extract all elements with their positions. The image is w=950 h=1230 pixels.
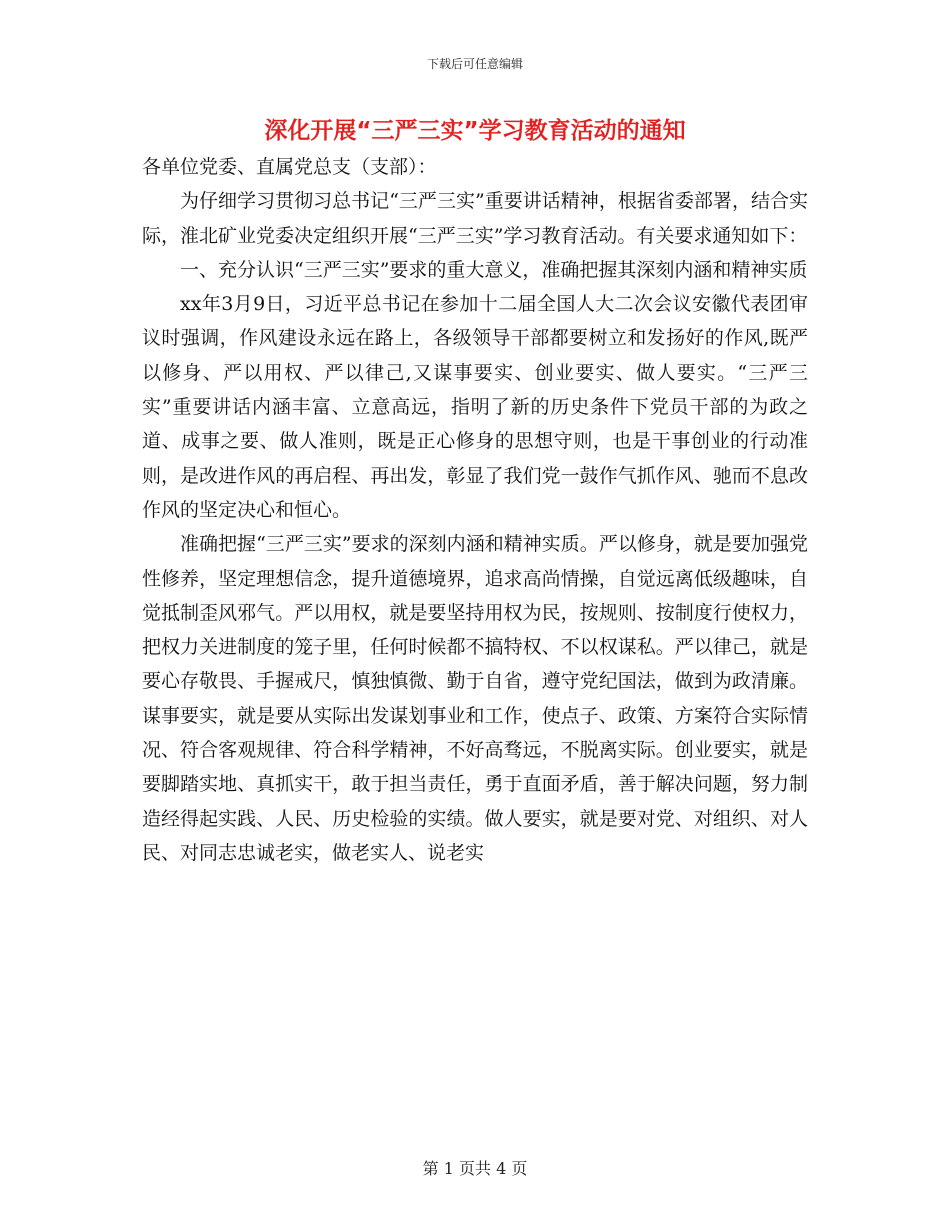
- paragraph-background: xx年3月9日，习近平总书记在参加十二届全国人大二次会议安徽代表团审议时强调，作风建设永远在路上，各级领导干部都要树立和发扬好的作风,既严以修身、严以用权、严以律己,又谋事要实、创业要实、做人要实。“三严三实”重要讲话内涵丰富、立意高远，指明了新的历史条件下党员干部的为政之道、成事之要、做人准则，既是正心修身的思想守则，也是干事创业的行动准则，是改进作风的再启程、再出发，彰显了我们党一鼓作气抓作风、驰而不息改作风的坚定决心和恒心。: [142, 293, 808, 521]
- page-number-footer: 第 1 页共 4 页: [422, 1159, 528, 1178]
- document-title: 深化开展“三严三实”学习教育活动的通知: [264, 118, 686, 144]
- document-body: [142, 150, 808, 870]
- page-header-note: 下载后可任意编辑: [426, 57, 523, 71]
- salutation: 各单位党委、直属党总支（支部）：: [142, 156, 437, 178]
- paragraph-intro: 为仔细学习贯彻习总书记“三严三实”重要讲话精神，根据省委部署，结合实际，淮北矿业党委决定组织开展“三严三实”学习教育活动。有关要求通知如下：: [142, 190, 808, 247]
- section-heading-1: 一、充分认识“三严三实”要求的重大意义，准确把握其深刻内涵和精神实质: [180, 258, 808, 281]
- paragraph-meaning: 准确把握“三严三实”要求的深刻内涵和精神实质。严以修身，就是要加强党性修养，坚定理想信念，提升道德境界，追求高尚情操，自觉远离低级趣味，自觉抵制歪风邪气。严以用权，就是要坚持用权为民，按规则、按制度行使权力，把权力关进制度的笼子里，任何时候都不搞特权、不以权谋私。严以律己，就是要心存敬畏、手握戒尺，慎独慎微、勤于自省，遵守党纪国法，做到为政清廉。谋事要实，就是要从实际出发谋划事业和工作，使点子、政策、方案符合实际情况、符合客观规律、符合科学精神，不好高骛远，不脱离实际。创业要实，就是要脚踏实地、真抓实干，敢于担当责任，勇于直面矛盾，善于解决问题，努力制造经得起实践、人民、历史检验的实绩。做人要实，就是要对党、对组织、对人民、对同志忠诚老实，做老实人、说老实: [142, 533, 808, 864]
